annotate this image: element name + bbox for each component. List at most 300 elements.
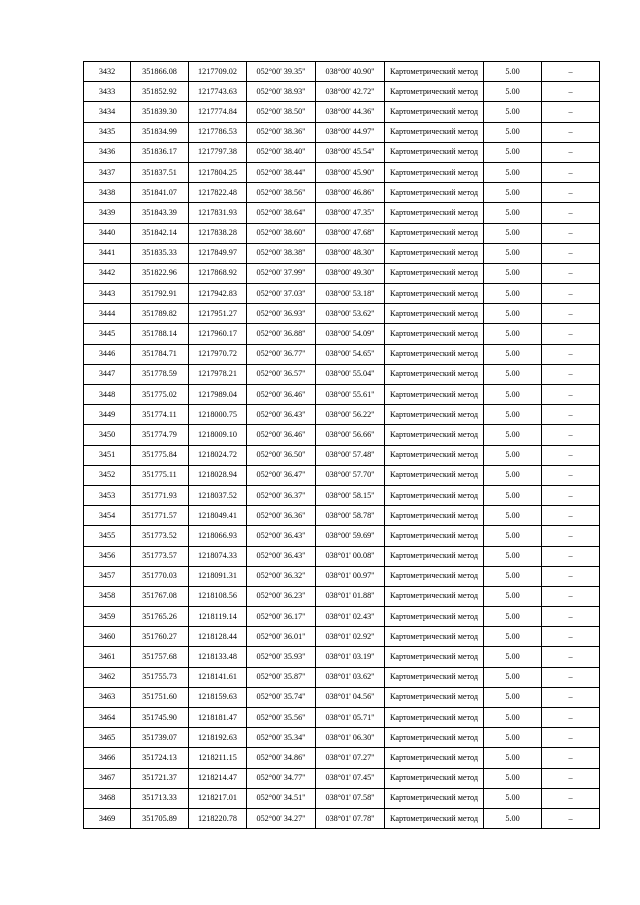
precision-cell: 5.00 (484, 687, 542, 707)
latitude-cell: 052°00' 36.57" (247, 364, 316, 384)
precision-cell: 5.00 (484, 142, 542, 162)
note-cell: – (542, 62, 600, 82)
longitude-cell: 038°00' 57.48" (316, 445, 385, 465)
method-cell: Картометрический метод (385, 708, 484, 728)
note-cell: – (542, 465, 600, 485)
note-cell: – (542, 284, 600, 304)
y-coordinate-cell: 1218159.63 (189, 687, 247, 707)
table-row (84, 385, 600, 405)
longitude-cell: 038°00' 53.18" (316, 284, 385, 304)
latitude-cell: 052°00' 35.93" (247, 647, 316, 667)
y-coordinate-cell: 1217970.72 (189, 344, 247, 364)
precision-cell: 5.00 (484, 445, 542, 465)
precision-cell: 5.00 (484, 263, 542, 283)
note-cell: – (542, 808, 600, 828)
note-cell: – (542, 647, 600, 667)
coordinates-table (83, 61, 600, 829)
latitude-cell: 052°00' 35.34" (247, 728, 316, 748)
precision-cell: 5.00 (484, 405, 542, 425)
precision-cell: 5.00 (484, 546, 542, 566)
x-coordinate-cell: 351836.17 (131, 142, 189, 162)
table-row (84, 506, 600, 526)
precision-cell: 5.00 (484, 667, 542, 687)
precision-cell: 5.00 (484, 485, 542, 505)
y-coordinate-cell: 1217849.97 (189, 243, 247, 263)
y-coordinate-cell: 1218049.41 (189, 506, 247, 526)
precision-cell: 5.00 (484, 324, 542, 344)
table-row (84, 62, 600, 82)
table-row (84, 526, 600, 546)
method-cell: Картометрический метод (385, 445, 484, 465)
method-cell: Картометрический метод (385, 607, 484, 627)
note-cell: – (542, 485, 600, 505)
point-number-cell: 3464 (84, 708, 131, 728)
point-number-cell: 3469 (84, 808, 131, 828)
note-cell: – (542, 203, 600, 223)
note-cell: – (542, 425, 600, 445)
point-number-cell: 3457 (84, 566, 131, 586)
y-coordinate-cell: 1217709.02 (189, 62, 247, 82)
point-number-cell: 3434 (84, 102, 131, 122)
note-cell: – (542, 445, 600, 465)
point-number-cell: 3449 (84, 405, 131, 425)
latitude-cell: 052°00' 34.86" (247, 748, 316, 768)
point-number-cell: 3436 (84, 142, 131, 162)
y-coordinate-cell: 1217743.63 (189, 82, 247, 102)
longitude-cell: 038°00' 42.72" (316, 82, 385, 102)
method-cell: Картометрический метод (385, 243, 484, 263)
longitude-cell: 038°00' 44.36" (316, 102, 385, 122)
method-cell: Картометрический метод (385, 344, 484, 364)
precision-cell: 5.00 (484, 364, 542, 384)
x-coordinate-cell: 351834.99 (131, 122, 189, 142)
precision-cell: 5.00 (484, 162, 542, 182)
precision-cell: 5.00 (484, 62, 542, 82)
x-coordinate-cell: 351774.11 (131, 405, 189, 425)
note-cell: – (542, 687, 600, 707)
x-coordinate-cell: 351757.68 (131, 647, 189, 667)
longitude-cell: 038°01' 03.19" (316, 647, 385, 667)
note-cell: – (542, 385, 600, 405)
latitude-cell: 052°00' 34.51" (247, 788, 316, 808)
x-coordinate-cell: 351852.92 (131, 82, 189, 102)
y-coordinate-cell: 1217989.04 (189, 385, 247, 405)
y-coordinate-cell: 1218133.48 (189, 647, 247, 667)
point-number-cell: 3462 (84, 667, 131, 687)
point-number-cell: 3445 (84, 324, 131, 344)
longitude-cell: 038°00' 55.61" (316, 385, 385, 405)
latitude-cell: 052°00' 39.35" (247, 62, 316, 82)
method-cell: Картометрический метод (385, 728, 484, 748)
x-coordinate-cell: 351775.02 (131, 385, 189, 405)
point-number-cell: 3465 (84, 728, 131, 748)
note-cell: – (542, 526, 600, 546)
method-cell: Картометрический метод (385, 162, 484, 182)
point-number-cell: 3438 (84, 183, 131, 203)
longitude-cell: 038°01' 07.27" (316, 748, 385, 768)
latitude-cell: 052°00' 38.56" (247, 183, 316, 203)
longitude-cell: 038°01' 00.08" (316, 546, 385, 566)
point-number-cell: 3451 (84, 445, 131, 465)
note-cell: – (542, 122, 600, 142)
note-cell: – (542, 728, 600, 748)
method-cell: Картометрический метод (385, 485, 484, 505)
y-coordinate-cell: 1218108.56 (189, 586, 247, 606)
longitude-cell: 038°01' 00.97" (316, 566, 385, 586)
y-coordinate-cell: 1218128.44 (189, 627, 247, 647)
latitude-cell: 052°00' 36.43" (247, 546, 316, 566)
x-coordinate-cell: 351822.96 (131, 263, 189, 283)
y-coordinate-cell: 1217822.48 (189, 183, 247, 203)
note-cell: – (542, 506, 600, 526)
note-cell: – (542, 566, 600, 586)
point-number-cell: 3458 (84, 586, 131, 606)
table-row (84, 324, 600, 344)
x-coordinate-cell: 351843.39 (131, 203, 189, 223)
point-number-cell: 3447 (84, 364, 131, 384)
note-cell: – (542, 768, 600, 788)
precision-cell: 5.00 (484, 607, 542, 627)
latitude-cell: 052°00' 36.77" (247, 344, 316, 364)
method-cell: Картометрический метод (385, 506, 484, 526)
y-coordinate-cell: 1218066.93 (189, 526, 247, 546)
longitude-cell: 038°01' 07.45" (316, 768, 385, 788)
precision-cell: 5.00 (484, 506, 542, 526)
y-coordinate-cell: 1217942.83 (189, 284, 247, 304)
latitude-cell: 052°00' 35.56" (247, 708, 316, 728)
longitude-cell: 038°00' 48.30" (316, 243, 385, 263)
point-number-cell: 3450 (84, 425, 131, 445)
table-row (84, 586, 600, 606)
y-coordinate-cell: 1217797.38 (189, 142, 247, 162)
table-row (84, 183, 600, 203)
latitude-cell: 052°00' 38.60" (247, 223, 316, 243)
point-number-cell: 3439 (84, 203, 131, 223)
point-number-cell: 3453 (84, 485, 131, 505)
method-cell: Картометрический метод (385, 223, 484, 243)
precision-cell: 5.00 (484, 102, 542, 122)
x-coordinate-cell: 351771.57 (131, 506, 189, 526)
table-row (84, 768, 600, 788)
y-coordinate-cell: 1218211.15 (189, 748, 247, 768)
x-coordinate-cell: 351724.13 (131, 748, 189, 768)
x-coordinate-cell: 351841.07 (131, 183, 189, 203)
table-row (84, 223, 600, 243)
y-coordinate-cell: 1218181.47 (189, 708, 247, 728)
table-row (84, 445, 600, 465)
point-number-cell: 3446 (84, 344, 131, 364)
method-cell: Картометрический метод (385, 183, 484, 203)
latitude-cell: 052°00' 38.36" (247, 122, 316, 142)
y-coordinate-cell: 1218024.72 (189, 445, 247, 465)
y-coordinate-cell: 1217960.17 (189, 324, 247, 344)
note-cell: – (542, 546, 600, 566)
method-cell: Картометрический метод (385, 62, 484, 82)
note-cell: – (542, 344, 600, 364)
note-cell: – (542, 324, 600, 344)
point-number-cell: 3466 (84, 748, 131, 768)
latitude-cell: 052°00' 35.74" (247, 687, 316, 707)
method-cell: Картометрический метод (385, 324, 484, 344)
precision-cell: 5.00 (484, 304, 542, 324)
x-coordinate-cell: 351842.14 (131, 223, 189, 243)
method-cell: Картометрический метод (385, 768, 484, 788)
point-number-cell: 3468 (84, 788, 131, 808)
precision-cell: 5.00 (484, 748, 542, 768)
method-cell: Картометрический метод (385, 788, 484, 808)
y-coordinate-cell: 1218091.31 (189, 566, 247, 586)
note-cell: – (542, 142, 600, 162)
method-cell: Картометрический метод (385, 748, 484, 768)
point-number-cell: 3456 (84, 546, 131, 566)
x-coordinate-cell: 351721.37 (131, 768, 189, 788)
x-coordinate-cell: 351774.79 (131, 425, 189, 445)
latitude-cell: 052°00' 34.77" (247, 768, 316, 788)
table-row (84, 122, 600, 142)
x-coordinate-cell: 351778.59 (131, 364, 189, 384)
method-cell: Картометрический метод (385, 385, 484, 405)
precision-cell: 5.00 (484, 183, 542, 203)
x-coordinate-cell: 351839.30 (131, 102, 189, 122)
point-number-cell: 3435 (84, 122, 131, 142)
longitude-cell: 038°00' 53.62" (316, 304, 385, 324)
note-cell: – (542, 162, 600, 182)
y-coordinate-cell: 1217868.92 (189, 263, 247, 283)
latitude-cell: 052°00' 35.87" (247, 667, 316, 687)
point-number-cell: 3459 (84, 607, 131, 627)
table-row (84, 284, 600, 304)
note-cell: – (542, 82, 600, 102)
point-number-cell: 3444 (84, 304, 131, 324)
x-coordinate-cell: 351837.51 (131, 162, 189, 182)
latitude-cell: 052°00' 36.43" (247, 405, 316, 425)
table-row (84, 82, 600, 102)
method-cell: Картометрический метод (385, 122, 484, 142)
point-number-cell: 3463 (84, 687, 131, 707)
longitude-cell: 038°00' 44.97" (316, 122, 385, 142)
x-coordinate-cell: 351773.52 (131, 526, 189, 546)
method-cell: Картометрический метод (385, 425, 484, 445)
y-coordinate-cell: 1218037.52 (189, 485, 247, 505)
latitude-cell: 052°00' 36.93" (247, 304, 316, 324)
latitude-cell: 052°00' 37.03" (247, 284, 316, 304)
method-cell: Картометрический метод (385, 263, 484, 283)
y-coordinate-cell: 1218192.63 (189, 728, 247, 748)
precision-cell: 5.00 (484, 284, 542, 304)
longitude-cell: 038°01' 02.43" (316, 607, 385, 627)
longitude-cell: 038°01' 05.71" (316, 708, 385, 728)
latitude-cell: 052°00' 38.38" (247, 243, 316, 263)
x-coordinate-cell: 351775.11 (131, 465, 189, 485)
x-coordinate-cell: 351760.27 (131, 627, 189, 647)
note-cell: – (542, 405, 600, 425)
point-number-cell: 3461 (84, 647, 131, 667)
method-cell: Картометрический метод (385, 405, 484, 425)
precision-cell: 5.00 (484, 647, 542, 667)
method-cell: Картометрический метод (385, 647, 484, 667)
latitude-cell: 052°00' 36.43" (247, 526, 316, 546)
coordinates-table-body (84, 62, 600, 829)
table-row (84, 788, 600, 808)
longitude-cell: 038°01' 06.30" (316, 728, 385, 748)
point-number-cell: 3467 (84, 768, 131, 788)
x-coordinate-cell: 351705.89 (131, 808, 189, 828)
table-row (84, 263, 600, 283)
latitude-cell: 052°00' 36.47" (247, 465, 316, 485)
longitude-cell: 038°01' 03.62" (316, 667, 385, 687)
method-cell: Картометрический метод (385, 627, 484, 647)
y-coordinate-cell: 1218000.75 (189, 405, 247, 425)
y-coordinate-cell: 1217978.21 (189, 364, 247, 384)
longitude-cell: 038°01' 07.58" (316, 788, 385, 808)
latitude-cell: 052°00' 36.36" (247, 506, 316, 526)
longitude-cell: 038°00' 47.68" (316, 223, 385, 243)
table-row (84, 748, 600, 768)
precision-cell: 5.00 (484, 566, 542, 586)
latitude-cell: 052°00' 36.46" (247, 425, 316, 445)
x-coordinate-cell: 351751.60 (131, 687, 189, 707)
method-cell: Картометрический метод (385, 808, 484, 828)
x-coordinate-cell: 351770.03 (131, 566, 189, 586)
latitude-cell: 052°00' 36.32" (247, 566, 316, 586)
point-number-cell: 3460 (84, 627, 131, 647)
latitude-cell: 052°00' 38.40" (247, 142, 316, 162)
method-cell: Картометрический метод (385, 284, 484, 304)
latitude-cell: 052°00' 36.46" (247, 385, 316, 405)
point-number-cell: 3455 (84, 526, 131, 546)
note-cell: – (542, 708, 600, 728)
longitude-cell: 038°00' 40.90" (316, 62, 385, 82)
precision-cell: 5.00 (484, 344, 542, 364)
precision-cell: 5.00 (484, 223, 542, 243)
x-coordinate-cell: 351773.57 (131, 546, 189, 566)
precision-cell: 5.00 (484, 627, 542, 647)
y-coordinate-cell: 1218141.61 (189, 667, 247, 687)
latitude-cell: 052°00' 36.01" (247, 627, 316, 647)
y-coordinate-cell: 1217774.84 (189, 102, 247, 122)
longitude-cell: 038°00' 45.90" (316, 162, 385, 182)
precision-cell: 5.00 (484, 526, 542, 546)
latitude-cell: 052°00' 38.93" (247, 82, 316, 102)
y-coordinate-cell: 1218119.14 (189, 607, 247, 627)
y-coordinate-cell: 1217838.28 (189, 223, 247, 243)
table-row (84, 304, 600, 324)
x-coordinate-cell: 351739.07 (131, 728, 189, 748)
table-row (84, 405, 600, 425)
longitude-cell: 038°00' 56.22" (316, 405, 385, 425)
precision-cell: 5.00 (484, 788, 542, 808)
latitude-cell: 052°00' 36.23" (247, 586, 316, 606)
note-cell: – (542, 102, 600, 122)
note-cell: – (542, 788, 600, 808)
y-coordinate-cell: 1217831.93 (189, 203, 247, 223)
method-cell: Картометрический метод (385, 586, 484, 606)
table-row (84, 708, 600, 728)
y-coordinate-cell: 1218028.94 (189, 465, 247, 485)
method-cell: Картометрический метод (385, 203, 484, 223)
table-row (84, 425, 600, 445)
method-cell: Картометрический метод (385, 566, 484, 586)
longitude-cell: 038°01' 04.56" (316, 687, 385, 707)
table-row (84, 203, 600, 223)
point-number-cell: 3433 (84, 82, 131, 102)
x-coordinate-cell: 351784.71 (131, 344, 189, 364)
longitude-cell: 038°00' 58.15" (316, 485, 385, 505)
x-coordinate-cell: 351788.14 (131, 324, 189, 344)
latitude-cell: 052°00' 36.17" (247, 607, 316, 627)
table-row (84, 485, 600, 505)
table-row (84, 243, 600, 263)
precision-cell: 5.00 (484, 385, 542, 405)
method-cell: Картометрический метод (385, 546, 484, 566)
longitude-cell: 038°00' 58.78" (316, 506, 385, 526)
x-coordinate-cell: 351745.90 (131, 708, 189, 728)
y-coordinate-cell: 1218217.01 (189, 788, 247, 808)
precision-cell: 5.00 (484, 203, 542, 223)
table-row (84, 808, 600, 828)
precision-cell: 5.00 (484, 465, 542, 485)
point-number-cell: 3452 (84, 465, 131, 485)
y-coordinate-cell: 1217951.27 (189, 304, 247, 324)
longitude-cell: 038°00' 54.65" (316, 344, 385, 364)
longitude-cell: 038°00' 56.66" (316, 425, 385, 445)
point-number-cell: 3432 (84, 62, 131, 82)
latitude-cell: 052°00' 36.88" (247, 324, 316, 344)
x-coordinate-cell: 351792.91 (131, 284, 189, 304)
method-cell: Картометрический метод (385, 667, 484, 687)
note-cell: – (542, 586, 600, 606)
table-row (84, 142, 600, 162)
precision-cell: 5.00 (484, 586, 542, 606)
x-coordinate-cell: 351765.26 (131, 607, 189, 627)
table-row (84, 687, 600, 707)
note-cell: – (542, 263, 600, 283)
x-coordinate-cell: 351789.82 (131, 304, 189, 324)
precision-cell: 5.00 (484, 425, 542, 445)
method-cell: Картометрический метод (385, 465, 484, 485)
note-cell: – (542, 304, 600, 324)
method-cell: Картометрический метод (385, 364, 484, 384)
method-cell: Картометрический метод (385, 82, 484, 102)
longitude-cell: 038°01' 02.92" (316, 627, 385, 647)
note-cell: – (542, 223, 600, 243)
method-cell: Картометрический метод (385, 526, 484, 546)
note-cell: – (542, 627, 600, 647)
method-cell: Картометрический метод (385, 687, 484, 707)
point-number-cell: 3448 (84, 385, 131, 405)
longitude-cell: 038°00' 49.30" (316, 263, 385, 283)
table-row (84, 728, 600, 748)
precision-cell: 5.00 (484, 768, 542, 788)
note-cell: – (542, 243, 600, 263)
longitude-cell: 038°00' 54.09" (316, 324, 385, 344)
table-row (84, 667, 600, 687)
latitude-cell: 052°00' 36.37" (247, 485, 316, 505)
longitude-cell: 038°01' 01.88" (316, 586, 385, 606)
table-row (84, 647, 600, 667)
x-coordinate-cell: 351771.93 (131, 485, 189, 505)
y-coordinate-cell: 1218074.33 (189, 546, 247, 566)
latitude-cell: 052°00' 37.99" (247, 263, 316, 283)
table-row (84, 102, 600, 122)
note-cell: – (542, 667, 600, 687)
longitude-cell: 038°00' 46.86" (316, 183, 385, 203)
table-row (84, 344, 600, 364)
precision-cell: 5.00 (484, 708, 542, 728)
point-number-cell: 3437 (84, 162, 131, 182)
latitude-cell: 052°00' 38.44" (247, 162, 316, 182)
longitude-cell: 038°00' 57.70" (316, 465, 385, 485)
